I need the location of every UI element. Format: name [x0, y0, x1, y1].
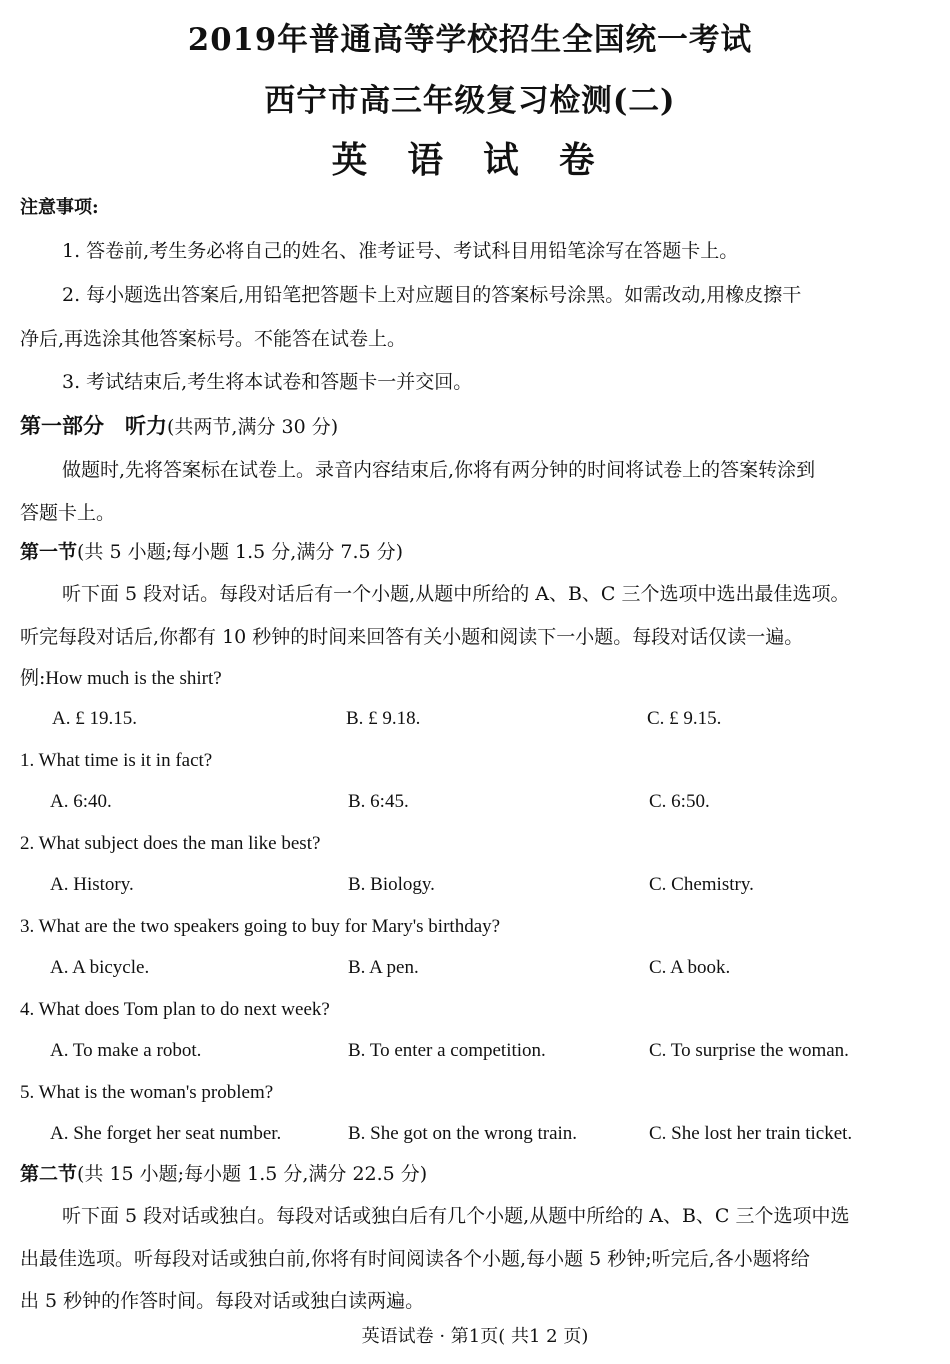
section1-intro-b: 听完每段对话后,你都有 10 秒钟的时间来回答有关小题和阅读下一小题。每段对话仅读一遍。: [20, 626, 804, 648]
example-label: 例:: [20, 667, 46, 689]
section1-title: 第一节: [20, 541, 78, 563]
q2-option-a: A. History.: [50, 874, 134, 895]
example-question: [20, 666, 222, 691]
question-5: 5. What is the woman's problem?: [20, 1082, 274, 1103]
q4-option-c: C. To surprise the woman.: [649, 1040, 849, 1061]
part1-subtitle: (共两节,满分 30 分): [167, 416, 339, 438]
example-question-text: How much is the shirt?: [45, 668, 222, 689]
q4-option-a: A. To make a robot.: [50, 1040, 202, 1061]
note-3: 3. 考试结束后,考生将本试卷和答题卡一并交回。: [62, 371, 473, 393]
section2-subtitle: (共 15 小题;每小题 1.5 分,满分 22.5 分): [77, 1163, 428, 1185]
notes-heading: 注意事项:: [20, 197, 99, 218]
exam-title-line2: 西宁市高三年级复习检测(二): [264, 83, 676, 119]
part1-intro-b: 答题卡上。: [20, 502, 116, 524]
section2-intro-a: 听下面 5 段对话或独白。每段对话或独白后有几个小题,从题中所给的 A、B、C 三个选项中选: [62, 1205, 850, 1227]
q1-option-c: C. 6:50.: [649, 791, 710, 812]
exam-title-subject: 英 语 试 卷: [331, 139, 609, 181]
note-2b: 净后,再选涂其他答案标号。不能答在试卷上。: [20, 328, 407, 350]
example-option-a: A. £ 19.15.: [52, 708, 137, 729]
section1-subtitle: (共 5 小题;每小题 1.5 分,满分 7.5 分): [77, 541, 404, 563]
q4-option-b: B. To enter a competition.: [348, 1040, 546, 1061]
note-2a: 2. 每小题选出答案后,用铅笔把答题卡上对应题目的答案标号涂黑。如需改动,用橡皮擦干: [62, 284, 802, 306]
section2-intro-c: 出 5 秒钟的作答时间。每段对话或独白读两遍。: [20, 1290, 425, 1312]
note-1: 1. 答卷前,考生务必将自己的姓名、准考证号、考试科目用铅笔涂写在答题卡上。: [62, 240, 739, 262]
q5-option-b: B. She got on the wrong train.: [348, 1123, 578, 1144]
q5-option-c: C. She lost her train ticket.: [649, 1123, 853, 1144]
page-footer: 英语试卷 · 第1页( 共1 2 页): [361, 1326, 589, 1347]
q5-option-a: A. She forget her seat number.: [50, 1123, 282, 1144]
question-1: 1. What time is it in fact?: [20, 750, 213, 771]
part1-title: 第一部分 听力: [20, 413, 167, 438]
question-4: 4. What does Tom plan to do next week?: [20, 999, 330, 1020]
section2-intro-b: 出最佳选项。听每段对话或独白前,你将有时间阅读各个小题,每小题 5 秒钟;听完后,各小题将给: [20, 1248, 810, 1270]
q1-option-a: A. 6:40.: [50, 791, 112, 812]
q3-option-b: B. A pen.: [348, 957, 419, 978]
q2-option-b: B. Biology.: [348, 874, 435, 895]
q2-option-c: C. Chemistry.: [649, 874, 754, 895]
section2-heading: [20, 1162, 427, 1186]
question-2: 2. What subject does the man like best?: [20, 833, 321, 854]
part1-intro-a: 做题时,先将答案标在试卷上。录音内容结束后,你将有两分钟的时间将试卷上的答案转涂到: [62, 459, 816, 481]
section1-intro-a: 听下面 5 段对话。每段对话后有一个小题,从题中所给的 A、B、C 三个选项中选出最佳选项。: [62, 583, 850, 605]
example-option-b: B. £ 9.18.: [346, 708, 421, 729]
example-option-c: C. £ 9.15.: [647, 708, 722, 729]
section1-heading: [20, 540, 403, 564]
q3-option-c: C. A book.: [649, 957, 731, 978]
exam-title-line1: 2019年普通高等学校招生全国统一考试: [187, 22, 753, 58]
q3-option-a: A. A bicycle.: [50, 957, 150, 978]
part1-heading: [20, 414, 338, 439]
question-3: 3. What are the two speakers going to buy for Mary's birthday?: [20, 916, 501, 937]
q1-option-b: B. 6:45.: [348, 791, 409, 812]
section2-title: 第二节: [20, 1163, 78, 1185]
